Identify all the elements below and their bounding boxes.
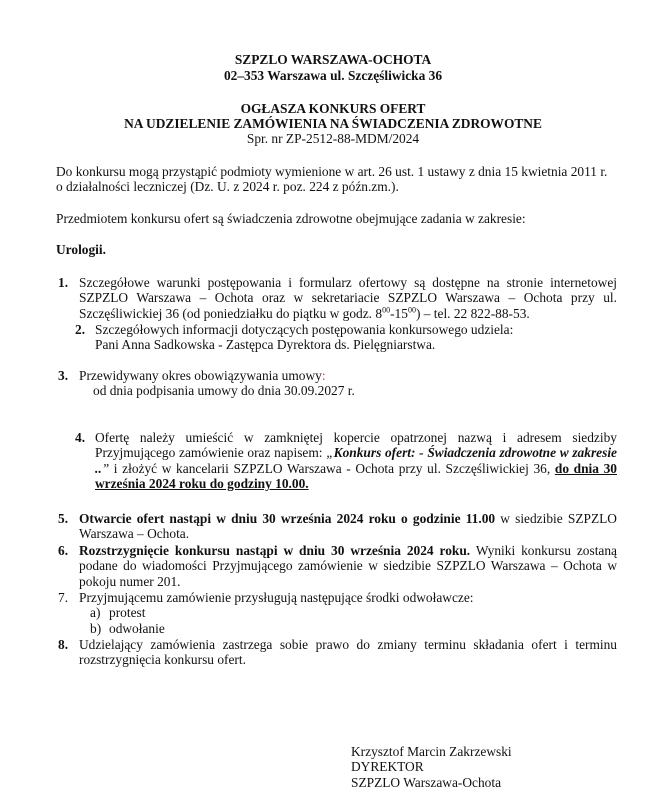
item-line-1 xyxy=(79,368,617,383)
sub-item-text: protest xyxy=(109,605,146,621)
eligibility-line-2: o działalności leczniczej (Dz. U. z 2024 r. poz. 224 z późn.zm.). xyxy=(56,179,399,195)
announcement-subtitle: NA UDZIELENIE ZAMÓWIENIA NA ŚWIADCZENIA ZDROWOTNE xyxy=(124,116,542,131)
sub-item-b xyxy=(56,621,617,636)
item-text: Przyjmującemu zamówienie przysługują następujące środki odwoławcze: xyxy=(79,590,474,605)
item-number: 5. xyxy=(58,511,69,526)
scope-label: Urologii. xyxy=(56,242,106,257)
sub-item-text: odwołanie xyxy=(109,620,165,636)
list-item-8 xyxy=(56,637,617,668)
signatory-org: SZPZLO Warszawa-Ochota xyxy=(351,774,502,790)
list-item-3 xyxy=(56,368,617,399)
envelope-inscription: Konkurs ofert: - Świadczenia zdrowotne w zakresie .. xyxy=(95,445,617,476)
submission-deadline: do dnia 30 września 2024 roku do godziny 10.00. xyxy=(95,460,618,492)
item-text xyxy=(79,543,617,589)
item-text xyxy=(79,275,617,321)
item-number: 1. xyxy=(58,275,69,290)
announcement-title: OGŁASZA KONKURS OFERT xyxy=(240,101,426,116)
item-text xyxy=(79,511,617,542)
signatory-title: DYREKTOR xyxy=(351,759,424,775)
item-text-part: -15 xyxy=(390,305,408,321)
item-number: 7. xyxy=(58,590,69,605)
colon-mark: : xyxy=(321,368,326,383)
opening-date: Otwarcie ofert nastąpi w dniu 30 września 2024 roku o godzinie 11.00 xyxy=(79,511,496,526)
item-number: 2. xyxy=(75,322,86,337)
item-text-part: i złożyć w kancelarii SZPZLO Warszawa - Ochota przy ul. Szczęśliwickiej 36, xyxy=(109,460,555,476)
item-number: 4. xyxy=(75,430,86,445)
item-text-part: Wyniki konkursu zostaną podane do wiadomości Przyjmującego zamówienie w siedzibie SZPZLO Warszawa – Ochota w pokoju numer 201. xyxy=(79,543,618,589)
list-item-7 xyxy=(56,590,617,636)
item-text xyxy=(95,430,617,492)
item-text-part: Przewidywany okres obowiązywania umowy xyxy=(79,368,322,383)
item-number: 3. xyxy=(58,368,69,383)
item-text-part: Szczegółowe warunki postępowania i formularz ofertowy są dostępne na stronie internetowej SZPZLO Warszawa – Ochota oraz w sekretariacie SZPZLO Warszawa – Ochota przy ul. Szczęśliwickiej 36 (od poniedziałku do piątku w godz. 8 xyxy=(79,275,617,321)
superscript-hour: 00 xyxy=(382,305,391,315)
item-line-2: Pani Anna Sadkowska - Zastępca Dyrektora ds. Pielęgniarstwa. xyxy=(95,337,436,353)
resolution-date: Rozstrzygnięcie konkursu nastąpi w dniu 30 września 2024 roku. xyxy=(79,543,471,558)
case-number: Spr. nr ZP-2512-88-MDM/2024 xyxy=(246,131,420,146)
list-item-6 xyxy=(56,543,617,589)
item-text-part: ) – tel. 22 822-88-53. xyxy=(415,305,530,321)
eligibility-line-1: Do konkursu mogą przystąpić podmioty wymienione w art. 26 ust. 1 ustawy z dnia 15 kwietnia 2011 r. xyxy=(56,164,608,179)
quote-open: „ xyxy=(326,445,334,461)
signature-block xyxy=(351,744,512,790)
org-address: 02–353 Warszawa ul. Szczęśliwicka 36 xyxy=(223,68,443,83)
list-item-5 xyxy=(56,511,617,542)
item-line-1: Szczegółowych informacji dotyczących postępowania konkursowego udziela: xyxy=(95,322,514,337)
sub-item-label: b) xyxy=(90,620,102,636)
sub-item-a xyxy=(56,605,617,620)
sub-item-label: a) xyxy=(90,605,101,621)
eligibility-paragraph xyxy=(56,164,636,195)
list-item-2 xyxy=(56,322,617,353)
item-text: Udzielający zamówienia zastrzega sobie prawo do zmiany terminu składania ofert i terminu rozstrzygnięcia konkursu ofert. xyxy=(79,637,617,668)
list-item-4 xyxy=(56,430,617,492)
superscript-hour: 00 xyxy=(407,305,416,315)
item-text-part: Ofertę należy umieścić w zamkniętej kopercie opatrzonej nazwą i adresem siedziby Przyjmującego zamówienie oraz napisem: xyxy=(95,430,617,461)
item-text-part: w siedzibie SZPZLO Warszawa – Ochota. xyxy=(79,511,617,542)
item-number: 8. xyxy=(58,637,69,652)
quote-close: ” xyxy=(101,460,110,476)
list-item-1 xyxy=(56,275,617,321)
subject-paragraph: Przedmiotem konkursu ofert są świadczenia zdrowotne obejmujące zadania w zakresie: xyxy=(56,211,526,226)
org-name: SZPZLO WARSZAWA-OCHOTA xyxy=(234,52,432,67)
signatory-name: Krzysztof Marcin Zakrzewski xyxy=(351,744,512,759)
item-number: 6. xyxy=(58,543,69,558)
item-line-2: od dnia podpisania umowy do dnia 30.09.2027 r. xyxy=(93,383,355,399)
